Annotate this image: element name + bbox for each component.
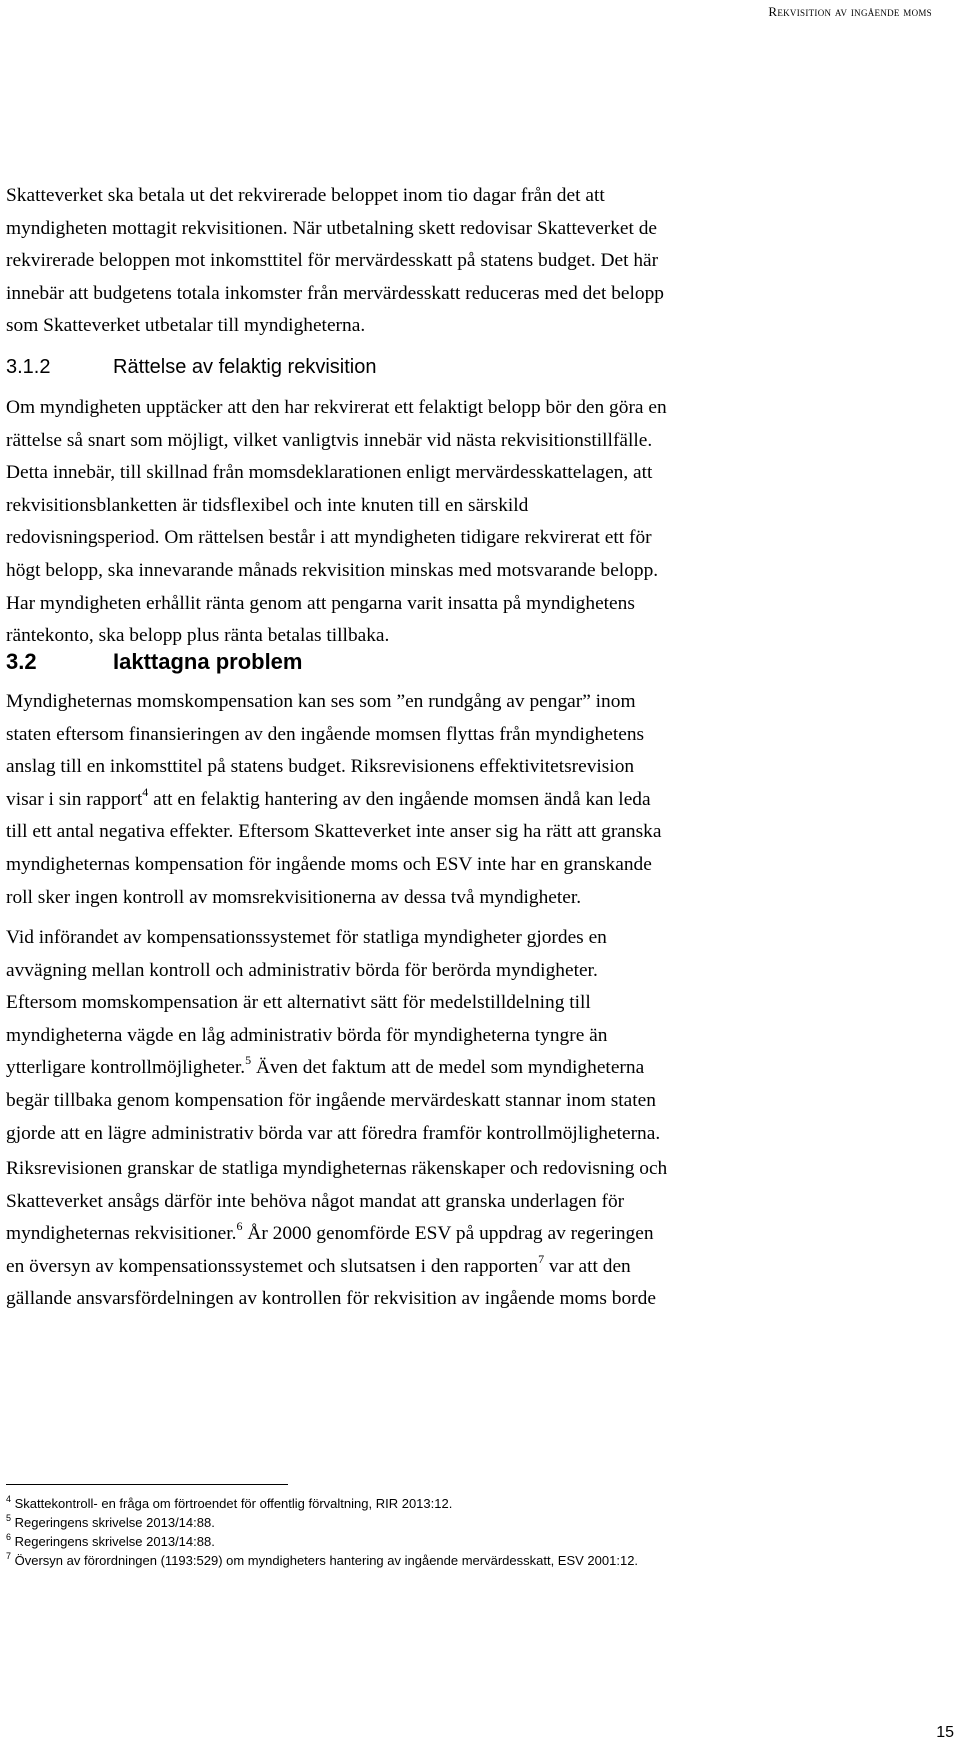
text-segment: ytterligare kontrollmöjligheter. — [6, 1057, 246, 1079]
footnote-separator — [6, 1484, 288, 1485]
text-line: Detta innebär, till skillnad från momsdeklarationen enligt mervärdesskattelagen, att — [6, 462, 653, 484]
text-line: avvägning mellan kontroll och administrativ börda för berörda myndigheter. — [6, 959, 598, 981]
text-line: Eftersom momskompensation är ett alternativt sätt för medelstilldelning till — [6, 992, 591, 1014]
section-heading-3-2 — [6, 649, 302, 675]
text-line: Vid införandet av kompensationssystemet för statliga myndigheter gjordes en — [6, 927, 607, 948]
text-line: Myndigheternas momskompensation kan ses som ”en rundgång av pengar” inom — [6, 691, 636, 712]
text-line: staten eftersom finansieringen av den ingående momsen flyttas från myndighetens — [6, 723, 645, 745]
text-line: myndigheten mottagit rekvisitionen. När utbetalning skett redovisar Skatteverket de — [6, 217, 658, 239]
footnote — [6, 1496, 452, 1511]
text-line: till ett antal negativa effekter. Eftersom Skatteverket inte anser sig ha rätt att granska — [6, 821, 662, 843]
paragraph-payout — [6, 180, 926, 343]
footnote-text: Regeringens skrivelse 2013/14:88. — [14, 1515, 215, 1530]
text-line: Har myndigheten erhållit ränta genom att pengarna varit insatta på myndighetens — [6, 592, 635, 614]
section-title: Iakttagna problem — [113, 649, 303, 674]
text-line: rättelse så snart som möjligt, vilket vanligtvis innebär vid nästa rekvisitionstillfälle. — [6, 429, 653, 451]
text-line: myndigheternas kompensation för ingående moms och ESV inte har en granskande — [6, 853, 652, 875]
running-header: Rekvisition av ingående moms — [768, 4, 932, 19]
footnote-ref: 5 — [245, 1053, 252, 1068]
text-line: som Skatteverket utbetalar till myndigheterna. — [6, 315, 366, 337]
paragraph-riksrevisionen — [6, 1153, 926, 1316]
text-line: Om myndigheten upptäcker att den har rekvirerat ett felaktigt belopp bör den göra en — [6, 397, 667, 418]
text-line — [6, 1251, 926, 1284]
footnote-number: 6 — [6, 1532, 12, 1542]
text-segment: myndigheternas rekvisitioner. — [6, 1223, 237, 1245]
text-line — [6, 784, 926, 817]
text-segment: var att den — [544, 1255, 631, 1277]
text-segment: att en felaktig hantering av den ingående momsen ändå kan leda — [148, 788, 651, 810]
footnote-text: Översyn av förordningen (1193:529) om myndigheters hantering av ingående mervärdesskatt, ESV 2001:12. — [14, 1553, 639, 1568]
text-line: rekvirerade beloppen mot inkomsttitel för mervärdesskatt på statens budget. Det här — [6, 250, 659, 272]
page-number: 15 — [936, 1724, 954, 1741]
section-number: 3.1.2 — [6, 356, 51, 378]
text-line: innebär att budgetens totala inkomster från mervärdesskatt reduceras med det belopp — [6, 282, 664, 304]
text-line: rekvisitionsblanketten är tidsflexibel och inte knuten till en särskild — [6, 494, 529, 516]
section-heading-3-1-2 — [6, 356, 376, 379]
paragraph-correction — [6, 392, 926, 653]
footnote-number: 4 — [6, 1494, 12, 1504]
text-line — [6, 1218, 926, 1251]
text-line: räntekonto, ska belopp plus ränta betalas tillbaka. — [6, 625, 390, 647]
text-line — [6, 1052, 926, 1085]
footnote-ref: 4 — [142, 784, 149, 799]
paragraph-introduction — [6, 922, 926, 1150]
text-line: högt belopp, ska innevarande månads rekvisition minskas med motsvarande belopp. — [6, 559, 659, 581]
text-segment: Även det faktum att de medel som myndigheterna — [251, 1057, 645, 1079]
footnote-number: 7 — [6, 1551, 12, 1561]
text-segment: visar i sin rapport — [6, 788, 143, 810]
footnote — [6, 1515, 215, 1530]
text-line: begär tillbaka genom kompensation för ingående mervärdeskatt stannar inom staten — [6, 1089, 656, 1111]
section-number: 3.2 — [6, 649, 37, 674]
text-line: roll sker ingen kontroll av momsrekvisitionerna av dessa två myndigheter. — [6, 886, 582, 908]
footnote-number: 5 — [6, 1513, 12, 1523]
text-line: Skatteverket ansågs därför inte behöva något mandat att granska underlagen för — [6, 1190, 625, 1212]
text-line: anslag till en inkomsttitel på statens budget. Riksrevisionens effektivitetsrevision — [6, 756, 635, 778]
footnote-text: Regeringens skrivelse 2013/14:88. — [14, 1534, 215, 1549]
paragraph-problems — [6, 686, 926, 914]
text-line: gällande ansvarsfördelningen av kontrollen för rekvisition av ingående moms borde — [6, 1288, 656, 1310]
footnote — [6, 1534, 215, 1549]
section-title: Rättelse av felaktig rekvisition — [113, 356, 377, 378]
text-line: myndigheterna vägde en låg administrativ börda för myndigheterna tyngre än — [6, 1024, 608, 1046]
text-line: Riksrevisionen granskar de statliga myndigheternas räkenskaper och redovisning och — [6, 1158, 668, 1179]
text-line: gjorde att en lägre administrativ börda var att föredra framför kontrollmöjligheterna. — [6, 1122, 661, 1144]
text-segment: en översyn av kompensationssystemet och slutsatsen i den rapporten — [6, 1255, 539, 1277]
footnote-ref: 7 — [538, 1251, 545, 1266]
text-segment: År 2000 genomförde ESV på uppdrag av regeringen — [242, 1223, 654, 1245]
text-line: redovisningsperiod. Om rättelsen består i att myndigheten tidigare rekvirerat ett för — [6, 527, 652, 549]
text-line: Skatteverket ska betala ut det rekvirerade beloppet inom tio dagar från det att — [6, 185, 605, 206]
footnote-text: Skattekontroll- en fråga om förtroendet för offentlig förvaltning, RIR 2013:12. — [14, 1496, 453, 1511]
footnote — [6, 1553, 638, 1568]
footnote-ref: 6 — [236, 1219, 243, 1234]
